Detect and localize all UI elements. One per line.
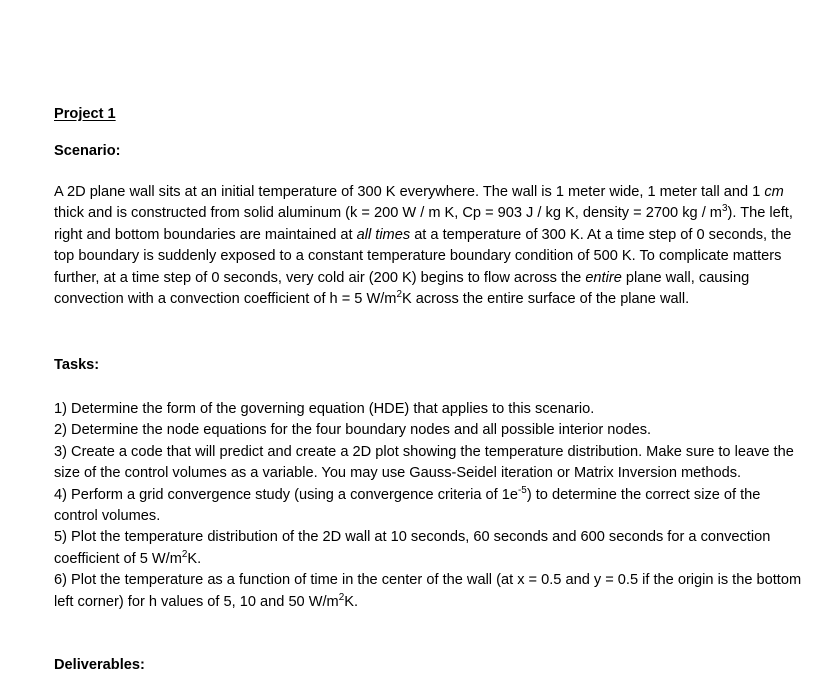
task-4-text-b: ) to determine the correct size of the control volumes.: [54, 486, 761, 525]
task-5-sup: 2: [181, 548, 188, 560]
task-3: 3) Create a code that will predict and create a 2D plot showing the temperature distribution. Make sure to leave the size of the control volumes as a variable. You may use Gauss-Seidel iteration or Matrix Inversion methods.: [54, 443, 794, 482]
tasks-list: [54, 399, 806, 613]
scenario-text-5: plane wall, causing convection with a convection coefficient of h = 5 W/m: [54, 269, 750, 308]
scenario-text-all-times: all times: [356, 226, 411, 243]
scenario-text-1: A 2D plane wall sits at an initial temperature of 300 K everywhere. The wall is 1 meter wide, 1 meter tall and 1: [54, 184, 765, 200]
deliverables-heading: Deliverables:: [54, 657, 145, 673]
tasks-heading: Tasks:: [54, 357, 100, 373]
task-6-text-a: 6) Plot the temperature as a function of time in the center of the wall (at x = 0.5 and y = 0.5 if the origin is the bottom left corner) for h values of 5, 10 and 50 W/m: [54, 572, 802, 610]
task-1: 1) Determine the form of the governing equation (HDE) that applies to this scenario.: [54, 401, 595, 417]
scenario-text-2: thick and is constructed from solid aluminum (k = 200 W / m K, Cp = 903 J / kg K, density = 2700 kg / m: [54, 205, 722, 222]
scenario-text-4: at a temperature of 300 K. At a time step of 0 seconds, the top boundary is suddenly exposed to a constant temperature boundary condition of 500 K. To complicate matters further, at a time step of 0 seconds, very cold air (200 K) begins to flow across the: [54, 226, 792, 286]
task-5-text-b: K.: [187, 550, 202, 567]
scenario-text-entire: entire: [585, 269, 622, 286]
scenario-heading: Scenario:: [54, 143, 121, 159]
task-2: 2) Determine the node equations for the four boundary nodes and all possible interior nodes.: [54, 422, 652, 439]
task-5: [54, 527, 806, 570]
task-4: [54, 485, 806, 528]
task-5-text-a: 5) Plot the temperature distribution of the 2D wall at 10 seconds, 60 seconds and 600 seconds for a convection coefficient of 5 W/m: [54, 529, 771, 567]
task-4-text-a: 4) Perform a grid convergence study (using a convergence criteria of 1e: [54, 486, 518, 503]
task-6: [54, 570, 806, 613]
scenario-text-3: ). The left, right and bottom boundaries are maintained at: [54, 205, 793, 243]
scenario-text-6: K across the entire surface of the plane wall.: [401, 291, 690, 308]
scenario-paragraph: [54, 182, 806, 310]
task-4-sup: -5: [518, 484, 527, 496]
task-6-sup: 2: [338, 591, 345, 603]
page-title: Project 1: [54, 106, 116, 122]
scenario-text-cm: cm: [764, 184, 784, 200]
task-6-text-b: K.: [344, 593, 359, 610]
scenario-sup-2: 2: [396, 289, 402, 301]
document-page: [54, 0, 806, 673]
scenario-sup-3: 3: [721, 203, 728, 215]
